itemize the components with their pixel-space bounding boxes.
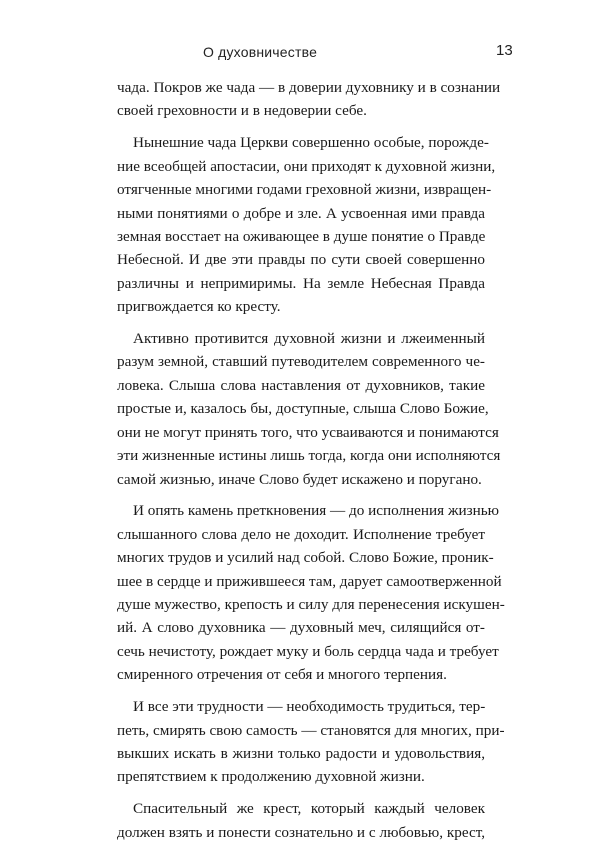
text-line: отягченные многими годами греховной жизни, извращен- xyxy=(117,181,492,199)
text-line: И все эти трудности — необходимость трудиться, тер- xyxy=(133,698,486,716)
text-line: Небесной. И две эти правды по сути своей совершенно xyxy=(117,251,485,269)
paragraph xyxy=(117,131,496,318)
text-line: они не могут принять того, что усваиваются и понимаются xyxy=(117,423,499,441)
text-line: петь, смирять свою самость — становятся для многих, при- xyxy=(117,721,505,739)
text-line: душе мужество, крепость и силу для перенесения искушен- xyxy=(117,596,505,614)
text-line: своей греховности и в недоверии себе. xyxy=(117,102,367,120)
text-line: ий. А слово духовника — духовный меч, силящийся от- xyxy=(117,619,485,637)
text-line: земная восстает на оживающее в душе понятие о Правде xyxy=(117,227,486,245)
page-number: 13 xyxy=(496,42,513,59)
text-line: эти жизненные истины лишь тогда, когда они исполняются xyxy=(117,447,501,465)
running-head: О духовничестве xyxy=(202,44,318,60)
text-line: Нынешние чада Церкви совершенно особые, порожде- xyxy=(133,134,489,152)
text-line: И опять камень преткновения — до исполнения жизнью xyxy=(133,502,499,520)
paragraph xyxy=(117,327,501,491)
text-block xyxy=(117,76,505,853)
text-line: должен взять и понести сознательно и с любовью, крест, xyxy=(117,823,485,841)
paragraph xyxy=(117,797,485,844)
text-line: ловека. Слыша слова наставления от духовников, такие xyxy=(117,376,485,394)
text-line: простые и, казалось бы, доступные, слыша Слово Божие, xyxy=(117,400,489,418)
text-line: шее в сердце и прижившееся там, дарует самоотверженной xyxy=(117,572,502,590)
text-line: слышанного слова дело не доходит. Исполнение требует xyxy=(117,525,485,543)
paragraph xyxy=(117,76,501,123)
text-line: Спасительный же крест, который каждый человек xyxy=(133,800,485,818)
text-line: различны и непримиримы. На земле Небесная Правда xyxy=(117,274,485,292)
text-line: выкших искать в жизни только радости и удовольствия, xyxy=(117,744,485,762)
text-line: препятствием к продолжению духовной жизни. xyxy=(117,768,425,786)
text-line: сечь нечистоту, рождает муку и боль сердца чада и требует xyxy=(117,642,499,660)
text-line: чада. Покров же чада — в доверии духовнику и в сознании xyxy=(117,79,501,96)
text-line: смиренного отречения от себя и многого терпения. xyxy=(117,666,447,684)
text-line: самой жизнью, иначе Слово будет искажено и поругано. xyxy=(117,470,482,488)
text-line: ными понятиями о добре и зле. А усвоенная ими правда xyxy=(117,204,485,222)
text-line: пригвождается ко кресту. xyxy=(117,298,281,316)
text-line: многих трудов и усилий над собой. Слово Божие, проник- xyxy=(117,549,494,567)
text-line: ние всеобщей апостасии, они приходят к духовной жизни, xyxy=(117,157,496,175)
paragraph xyxy=(117,695,505,789)
paragraph xyxy=(117,499,505,686)
text-line: разум земной, ставший путеводителем современного че- xyxy=(117,353,485,371)
text-line: Активно противится духовной жизни и лжеименный xyxy=(133,330,485,348)
